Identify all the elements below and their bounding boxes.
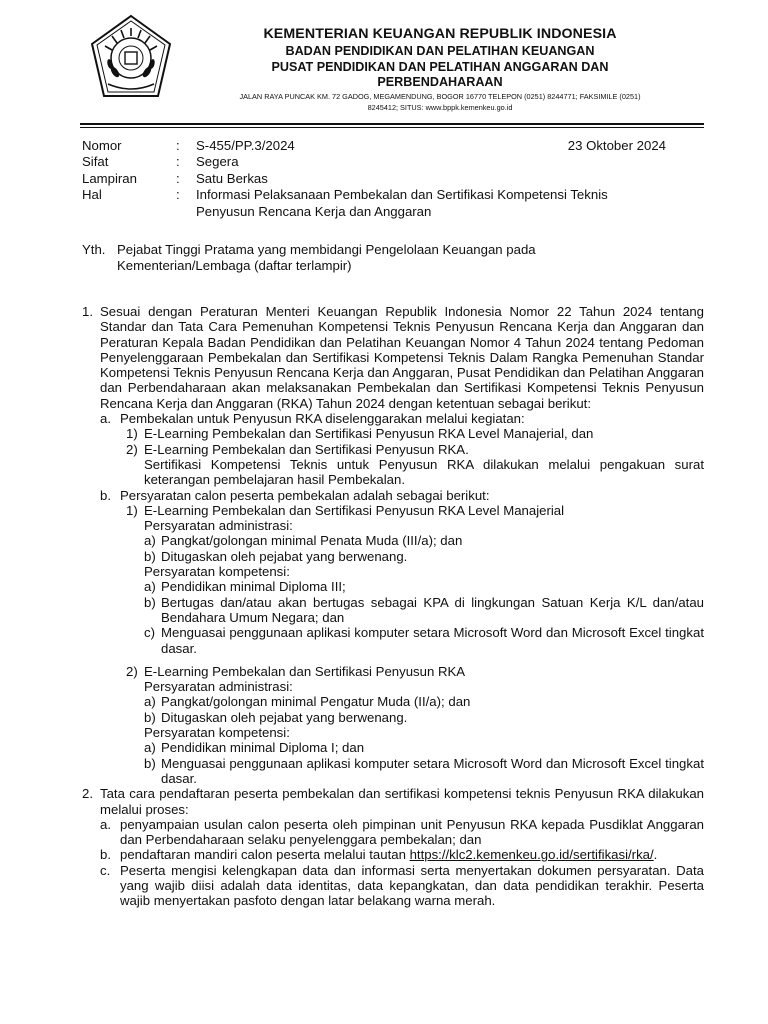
b1-komp-c (144, 625, 704, 656)
item-b (100, 488, 704, 503)
item-text: E-Learning Pembekalan dan Sertifikasi Penyusun RKA. (144, 441, 469, 457)
b1-admin-b (144, 549, 704, 564)
b1-admin-a (144, 533, 704, 548)
b2-komp-b (144, 756, 704, 787)
item-b2 (126, 664, 704, 679)
item-b1 (126, 503, 704, 518)
list-number: a) (144, 740, 156, 756)
letter-meta (82, 138, 706, 220)
b2-admin-a (144, 694, 704, 709)
item-text: Pangkat/golongan minimal Pengatur Muda (II/a); dan (161, 694, 471, 710)
item-a1 (126, 426, 704, 441)
item-a2 (126, 442, 704, 457)
item-text: Ditugaskan oleh pejabat yang berwenang. (161, 709, 408, 725)
meta-colon: : (176, 187, 180, 203)
item-text: Pangkat/golongan minimal Penata Muda (III/a); dan (161, 533, 463, 549)
section-label: Persyaratan administrasi: (144, 518, 293, 534)
meta-label: Nomor (82, 138, 122, 153)
b1-komp-a (144, 579, 704, 594)
item-text: Menguasai penggunaan aplikasi komputer setara Microsoft Word dan Microsoft Excel tingkat dasar. (161, 755, 704, 786)
letter-body (82, 304, 704, 909)
b1-komp-b (144, 595, 704, 626)
item-text: Menguasai penggunaan aplikasi komputer setara Microsoft Word dan Microsoft Excel tingkat dasar. (161, 625, 704, 656)
item-text: Persyaratan calon peserta pembekalan adalah sebagai berikut: (120, 487, 490, 503)
meta-value: Segera (196, 154, 239, 170)
list-number: b) (144, 594, 156, 610)
item-text: Pembekalan untuk Penyusun RKA diselenggarakan melalui kegiatan: (120, 411, 525, 427)
address-line2: 8245412; SITUS: www.bppk.kemenkeu.go.id (367, 102, 513, 112)
list-number: c. (100, 862, 111, 878)
item-2a (100, 817, 704, 848)
letterhead-divider-thin (80, 127, 704, 128)
item-text: Sertifikasi Kompetensi Teknis untuk Penyusun RKA dilakukan melalui pengakuan surat keterangan pembelajaran hasil Pembekalan. (144, 456, 704, 488)
paragraph-text: Sesuai dengan Peraturan Menteri Keuangan Republik Indonesia Nomor 22 Tahun 2024 tentang Standar dan Tata Cara Pemenuhan Kompetensi Teknis Penyusun Rencana Kerja dan Anggaran dan Peraturan Kepala Badan Pendidikan dan Pelatihan Keuangan Nomor 4 Tahun 2024 tentang Pedoman Penyelenggaraan Pembekalan dan Sertifikasi Kompetensi Teknis Dalam Rangka Pemenuhan Standar Kompetensi Teknis Penyusun Rencana Kerja dan Anggaran, Pusat Pendidikan dan Pelatihan Anggaran dan Perbendaharaan akan melaksanakan Pembekalan dan Sertifikasi Kompetensi Teknis Penyusun Rencana Kerja dan Anggaran (RKA) Tahun 2024 dengan ketentuan sebagai berikut: (100, 304, 704, 411)
list-number: 2) (126, 663, 138, 679)
meta-value: S-455/PP.3/2024 (196, 138, 295, 153)
addressee-label: Yth. (82, 242, 106, 257)
list-number: 1) (126, 426, 138, 442)
meta-label: Lampiran (82, 170, 137, 186)
agency-name: BADAN PENDIDIKAN DAN PELATIHAN KEUANGAN (285, 44, 595, 58)
hal-line2: Penyusun Rencana Kerja dan Anggaran (196, 203, 432, 219)
meta-value (196, 187, 696, 220)
list-number: 2. (82, 786, 93, 802)
registration-link[interactable]: https://klc2.kemenkeu.go.id/sertifikasi/rka/ (409, 847, 654, 863)
letter-date: 23 Oktober 2024 (567, 138, 666, 153)
item-2b (100, 847, 704, 862)
meta-label: Hal (82, 187, 102, 203)
item-text: E-Learning Pembekalan dan Sertifikasi Penyusun RKA Level Manajerial (144, 502, 565, 518)
item-text: E-Learning Pembekalan dan Sertifikasi Penyusun RKA (144, 663, 466, 679)
item-text: Bertugas dan/atau akan bertugas sebagai KPA di lingkungan Satuan Kerja K/L dan/atau Bendahara Umum Negara; dan (161, 594, 704, 625)
ministry-emblem-icon (88, 14, 174, 100)
list-number: 2) (126, 441, 138, 457)
list-number: b. (100, 487, 111, 503)
item-text: penyampaian usulan calon peserta oleh pimpinan unit Penyusun RKA kepada Pusdiklat Anggaran dan Perbendaharaan selaku penyelenggara pembekalan; dan (120, 816, 704, 848)
item-text: E-Learning Pembekalan dan Sertifikasi Penyusun RKA Level Manajerial, dan (144, 426, 594, 442)
item-2c (100, 863, 704, 909)
b1-komp-label (144, 564, 704, 579)
letterhead-text (190, 25, 690, 113)
list-number: a) (144, 694, 156, 710)
list-number: b) (144, 709, 156, 725)
item-a-note (144, 457, 704, 488)
b1-admin-label (144, 518, 704, 533)
meta-sifat (82, 154, 706, 170)
item-2b-end: . (653, 847, 658, 863)
item-text: Peserta mengisi kelengkapan data dan informasi serta menyertakan dokumen persyaratan. Data yang wajib diisi adalah data identitas, data kepangkatan, dan data pendidikan terakhir. Peserta wajib menyertakan pasfoto dengan latar belakang warna merah. (120, 862, 704, 909)
addressee-line2: Kementerian/Lembaga (daftar terlampir) (117, 258, 352, 274)
item-text: Pendidikan minimal Diploma III; (161, 579, 346, 595)
meta-lampiran (82, 171, 706, 187)
center-name-line2: PERBENDAHARAAN (377, 75, 503, 89)
meta-colon: : (176, 138, 180, 153)
ministry-name: KEMENTERIAN KEUANGAN REPUBLIK INDONESIA (263, 26, 617, 42)
section-label: Persyaratan administrasi: (144, 679, 293, 695)
letterhead-divider (80, 123, 704, 125)
center-name-line1: PUSAT PENDIDIKAN DAN PELATIHAN ANGGARAN DAN (271, 59, 609, 74)
item-text (120, 847, 704, 862)
section-label: Persyaratan kompetensi: (144, 564, 290, 580)
meta-colon: : (176, 170, 180, 186)
meta-value: Satu Berkas (196, 170, 268, 186)
b2-komp-label (144, 725, 704, 740)
hal-line1: Informasi Pelaksanaan Pembekalan dan Sertifikasi Kompetensi Teknis (196, 187, 608, 203)
item-2b-text: pendaftaran mandiri calon peserta melalui tautan (120, 847, 406, 863)
list-number: b. (100, 847, 111, 863)
meta-hal (82, 187, 706, 220)
meta-colon: : (176, 154, 180, 170)
meta-label: Sifat (82, 154, 109, 170)
item-text: Ditugaskan oleh pejabat yang berwenang. (161, 548, 408, 564)
b2-admin-b (144, 710, 704, 725)
b2-komp-a (144, 740, 704, 755)
list-number: c) (144, 625, 155, 641)
addressee-line1: Pejabat Tinggi Pratama yang membidangi Pengelolaan Keuangan pada (117, 242, 536, 257)
item-text: Pendidikan minimal Diploma I; dan (161, 740, 365, 756)
paragraph-2 (82, 786, 704, 817)
addressee (82, 242, 602, 275)
list-number: b) (144, 548, 156, 564)
list-number: 1. (82, 304, 93, 319)
item-a (100, 411, 704, 426)
paragraph-1 (82, 304, 704, 411)
list-number: b) (144, 755, 156, 771)
list-number: 1) (126, 502, 138, 518)
list-number: a) (144, 533, 156, 549)
section-label: Persyaratan kompetensi: (144, 725, 290, 741)
paragraph-text: Tata cara pendaftaran peserta pembekalan dan sertifikasi kompetensi teknis Penyusun RKA dilakukan melalui proses: (100, 786, 704, 817)
b2-admin-label (144, 679, 704, 694)
address-line1: JALAN RAYA PUNCAK KM. 72 GADOG, MEGAMENDUNG, BOGOR 16770 TELEPON (0251) 8244771; FAKSIMILE (0251) (239, 91, 641, 101)
list-number: a) (144, 579, 156, 595)
list-number: a. (100, 411, 111, 427)
list-number: a. (100, 816, 111, 832)
